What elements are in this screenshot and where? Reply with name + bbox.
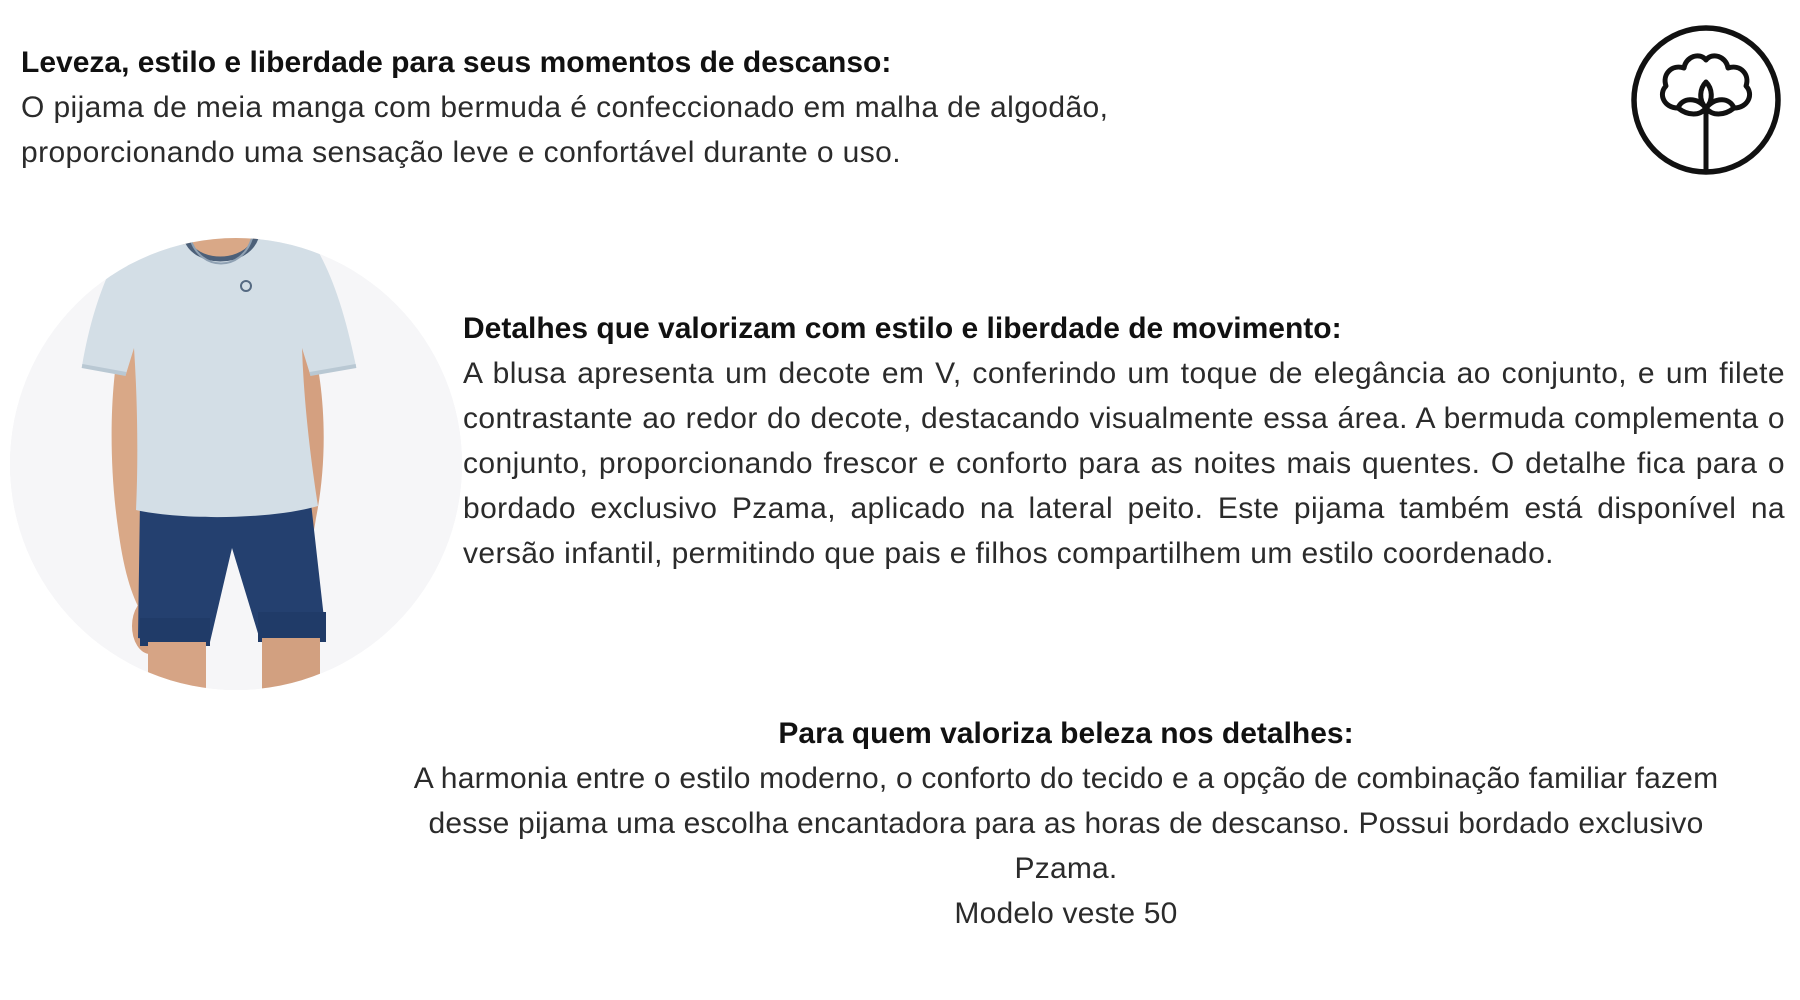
beauty-section bbox=[332, 715, 1800, 936]
beauty-paragraph-line: A harmonia entre o estilo moderno, o conforto do tecido e a opção de combinação familiar fazem bbox=[413, 762, 1719, 795]
details-heading: Detalhes que valorizam com estilo e liberdade de movimento: bbox=[463, 312, 1342, 345]
beauty-paragraph-line: desse pijama uma escolha encantadora para as horas de descanso. Possui bordado exclusivo bbox=[428, 807, 1704, 840]
intro-paragraph: O pijama de meia manga com bermuda é confeccionado em malha de algodão, proporcionando uma sensação leve e confortável durante o uso. bbox=[21, 91, 1109, 169]
details-paragraph: A blusa apresenta um decote em V, conferindo um toque de elegância ao conjunto, e um filete contrastante ao redor do decote, destacando visualmente essa área. A bermuda complementa o conjunto, proporcionando frescor e conforto para as noites mais quentes. O detalhe fica para o bordado exclusivo Pzama, aplicado na lateral peito. Este pijama também está disponível na versão infantil, permitindo que pais e filhos compartilhem um estilo coordenado. bbox=[463, 357, 1785, 570]
model-size-note: Modelo veste 50 bbox=[954, 897, 1178, 930]
cotton-icon bbox=[1630, 24, 1782, 176]
intro-section bbox=[21, 44, 1321, 175]
intro-heading: Leveza, estilo e liberdade para seus momentos de descanso: bbox=[21, 46, 892, 79]
product-photo bbox=[10, 238, 462, 690]
beauty-paragraph-line: Pzama. bbox=[1014, 852, 1118, 885]
beauty-heading: Para quem valoriza beleza nos detalhes: bbox=[778, 717, 1354, 750]
details-section bbox=[463, 310, 1785, 576]
